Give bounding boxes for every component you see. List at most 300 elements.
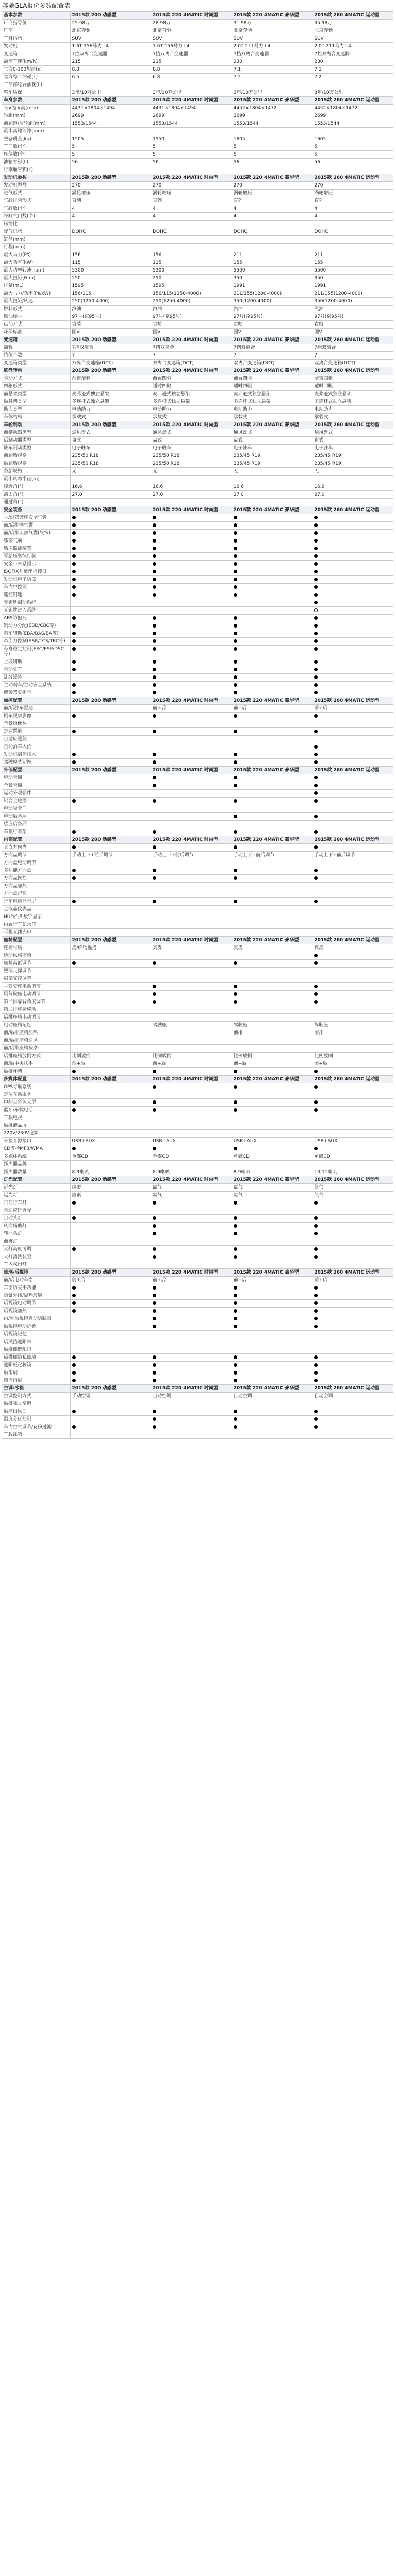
filled-dot-icon [314, 985, 318, 988]
filled-dot-icon [72, 714, 76, 718]
standard-dot-icon [232, 713, 312, 720]
spec-value-cell [151, 221, 232, 228]
filled-dot-icon [234, 539, 237, 543]
spec-value-cell: 前+后 [232, 705, 312, 713]
filled-dot-icon [314, 1000, 318, 1004]
standard-dot-icon [232, 1377, 312, 1385]
filled-dot-icon [314, 845, 318, 849]
filled-dot-icon [234, 830, 237, 834]
spec-label: 整车质保 [2, 89, 71, 97]
filled-dot-icon [153, 714, 156, 718]
spec-value-cell: 350(1200-4000) [312, 298, 393, 306]
spec-value-cell [151, 906, 232, 913]
spec-value-cell: 115 [151, 259, 232, 267]
spec-label: 车窗防夹手功能 [2, 1284, 71, 1292]
spec-value-cell: 235/45 R19 [312, 460, 393, 468]
standard-dot-icon [312, 844, 393, 852]
spec-value-cell [312, 1400, 393, 1408]
standard-dot-icon [232, 682, 312, 689]
spec-value-cell: 4452×1804×1472 [312, 105, 393, 112]
standard-dot-icon [151, 1145, 232, 1153]
filled-dot-icon [234, 639, 237, 643]
spec-value-cell [151, 166, 232, 174]
table-row [2, 74, 393, 81]
standard-dot-icon [232, 689, 312, 697]
spec-value-cell: 多连杆式独立悬架 [70, 398, 151, 406]
spec-label: 后视镜加热 [2, 1308, 71, 1315]
standard-dot-icon [70, 514, 151, 522]
standard-dot-icon [232, 537, 312, 545]
table-row [2, 1354, 393, 1362]
standard-dot-icon [70, 530, 151, 537]
filled-dot-icon [234, 1147, 237, 1150]
filled-dot-icon [72, 830, 76, 834]
filled-dot-icon [153, 1317, 156, 1320]
spec-label: 第二排靠背角度调节 [2, 998, 71, 1006]
spec-value-cell [232, 128, 312, 135]
spec-label: 主驾驶座电动调节 [2, 983, 71, 991]
table-row [2, 190, 393, 197]
standard-dot-icon [232, 674, 312, 682]
spec-label: CD支持MP3/WMA [2, 1145, 71, 1153]
standard-dot-icon [70, 522, 151, 530]
spec-label: 变速箱类型 [2, 360, 71, 367]
spec-label: 官方综合油耗(L) [2, 74, 71, 81]
model-name-cell: 2015款 220 4MATIC 时尚型 [151, 506, 232, 514]
filled-dot-icon [72, 1371, 76, 1375]
spec-value-cell [312, 1037, 393, 1045]
spec-label: 后轮胎规格 [2, 460, 71, 468]
spec-value-cell [70, 1315, 151, 1323]
standard-dot-icon [232, 828, 312, 836]
filled-dot-icon [234, 516, 237, 519]
standard-dot-icon [232, 782, 312, 790]
table-row [2, 128, 393, 135]
spec-value-cell [312, 1261, 393, 1269]
standard-dot-icon [70, 1377, 151, 1385]
spec-label: 后排座椅放倒方式 [2, 1053, 71, 1060]
spec-value-cell: 前+后 [312, 1060, 393, 1068]
filled-dot-icon [153, 1224, 156, 1228]
model-name-cell: 2015款 220 4MATIC 豪华型 [232, 12, 312, 20]
table-row [2, 1138, 393, 1145]
spec-value-cell: 双离合变速箱(DCT) [70, 360, 151, 367]
filled-dot-icon [314, 760, 318, 764]
spec-value-cell [70, 1083, 151, 1091]
spec-label: 零胎压继续行驶 [2, 553, 71, 561]
filled-dot-icon [153, 647, 156, 651]
filled-dot-icon [72, 593, 76, 597]
standard-dot-icon [70, 561, 151, 568]
spec-value-cell: 电子驻车 [312, 445, 393, 452]
table-row [2, 1107, 393, 1114]
spec-label: 配气机构 [2, 228, 71, 236]
spec-value-cell: 350 [312, 275, 393, 282]
spec-label: 环保标准 [2, 329, 71, 336]
spec-value-cell: 211/155(1200-4000) [232, 290, 312, 298]
standard-dot-icon [70, 998, 151, 1006]
standard-dot-icon [232, 530, 312, 537]
table-row [2, 1246, 393, 1253]
spec-label: 四驱形式 [2, 383, 71, 391]
standard-dot-icon [312, 615, 393, 622]
standard-dot-icon [151, 1107, 232, 1114]
standard-dot-icon [312, 1377, 393, 1385]
standard-dot-icon [70, 1246, 151, 1253]
spec-label: 变速箱 [2, 50, 71, 58]
spec-value-cell: 前置四驱 [232, 375, 312, 383]
filled-dot-icon [153, 516, 156, 519]
standard-dot-icon [312, 646, 393, 658]
filled-dot-icon [153, 961, 156, 965]
standard-dot-icon [232, 591, 312, 599]
model-name-cell: 2015款 220 4MATIC 豪华型 [232, 506, 312, 514]
filled-dot-icon [153, 900, 156, 903]
standard-dot-icon [70, 960, 151, 968]
standard-dot-icon [232, 1246, 312, 1253]
spec-label: 遥控钥匙 [2, 591, 71, 599]
spec-value-cell [232, 1431, 312, 1439]
spec-value-cell: 5 [70, 143, 151, 151]
spec-label: 后排杯架 [2, 1068, 71, 1076]
spec-value-cell: 1605 [232, 135, 312, 143]
spec-value-cell: 前+后 [70, 1060, 151, 1068]
spec-value-cell [232, 805, 312, 813]
standard-dot-icon [70, 553, 151, 561]
spec-value-cell: 盘式 [232, 437, 312, 445]
spec-value-cell: 7挡双离合变速器 [70, 50, 151, 58]
standard-dot-icon [232, 998, 312, 1006]
spec-value-cell: 4 [70, 213, 151, 221]
filled-dot-icon [234, 562, 237, 566]
standard-dot-icon [312, 530, 393, 537]
table-row [2, 120, 393, 128]
spec-value-cell: 前+后 [232, 1060, 312, 1068]
spec-value-cell: 适时四驱 [232, 383, 312, 391]
model-name-cell: 2015款 200 动感型 [70, 336, 151, 344]
model-name-cell: 2015款 200 动感型 [70, 937, 151, 944]
filled-dot-icon [234, 1417, 237, 1421]
standard-dot-icon [232, 844, 312, 852]
filled-dot-icon [72, 632, 76, 635]
table-row [2, 275, 393, 282]
filled-dot-icon [153, 639, 156, 643]
table-row [2, 1238, 393, 1246]
spec-value-cell [312, 736, 393, 743]
table-row [2, 1068, 393, 1076]
standard-dot-icon [312, 952, 393, 960]
table-row [2, 460, 393, 468]
spec-label: 后排侧隐私玻璃 [2, 1354, 71, 1362]
table-row [2, 852, 393, 859]
table-row [2, 898, 393, 906]
spec-value-cell [151, 476, 232, 483]
spec-value-cell: 16.6 [151, 483, 232, 491]
standard-dot-icon [232, 553, 312, 561]
spec-label: 压缩比 [2, 221, 71, 228]
spec-label: 日间行车灯 [2, 1199, 71, 1207]
spec-value-cell: 北京奔驰 [151, 27, 232, 35]
spec-value-cell: 250(1250-4000) [151, 298, 232, 306]
spec-label: 方向盘换挡 [2, 875, 71, 883]
filled-dot-icon [153, 1216, 156, 1220]
spec-value-cell: 5 [232, 143, 312, 151]
spec-value-cell: 前排 [232, 1029, 312, 1037]
filled-dot-icon [234, 1247, 237, 1251]
spec-value-cell: 比例放倒 [312, 1053, 393, 1060]
standard-dot-icon [232, 1300, 312, 1308]
table-row [2, 1431, 393, 1439]
spec-value-cell [151, 743, 232, 751]
spec-value-cell: 7 [151, 352, 232, 360]
filled-dot-icon [153, 799, 156, 803]
standard-dot-icon [312, 898, 393, 906]
table-row [2, 960, 393, 968]
spec-value-cell: 5 [312, 151, 393, 159]
spec-value-cell: 27.0 [232, 491, 312, 499]
spec-label: 座位数(个) [2, 151, 71, 159]
spec-label: 最高车速(km/h) [2, 58, 71, 66]
spec-label: 多功能方向盘 [2, 867, 71, 875]
spec-label: 自动驻车 [2, 666, 71, 674]
filled-dot-icon [234, 753, 237, 756]
model-name-cell: 2015款 260 4MATIC 运动型 [312, 1176, 393, 1184]
standard-dot-icon [232, 1083, 312, 1091]
filled-dot-icon [314, 554, 318, 558]
spec-value-cell: 270 [151, 182, 232, 190]
table-row [2, 1423, 393, 1431]
filled-dot-icon [72, 730, 76, 733]
table-row [2, 329, 393, 336]
spec-value-cell: 2699 [151, 112, 232, 120]
table-row [2, 1153, 393, 1161]
spec-value-cell [232, 975, 312, 983]
table-row [2, 313, 393, 321]
standard-dot-icon [151, 622, 232, 630]
table-row [2, 306, 393, 313]
filled-dot-icon [234, 985, 237, 988]
standard-dot-icon [151, 1362, 232, 1369]
spec-value-cell: 直喷 [70, 321, 151, 329]
spec-label: 厂商指导价 [2, 20, 71, 27]
spec-label: 疲劳驾驶提示 [2, 689, 71, 697]
standard-dot-icon [312, 743, 393, 751]
filled-dot-icon [234, 668, 237, 671]
spec-value-cell [70, 983, 151, 991]
filled-dot-icon [72, 1286, 76, 1290]
table-row [2, 867, 393, 875]
filled-dot-icon [314, 900, 318, 903]
standard-dot-icon [151, 1315, 232, 1323]
filled-dot-icon [314, 1317, 318, 1320]
table-row [2, 607, 393, 615]
spec-label: 车门数(个) [2, 143, 71, 151]
filled-dot-icon [314, 647, 318, 651]
spec-label: 感应后备厢 [2, 821, 71, 828]
standard-dot-icon [151, 530, 232, 537]
standard-dot-icon [232, 1408, 312, 1416]
table-row [2, 790, 393, 798]
table-row [2, 1053, 393, 1060]
standard-dot-icon [312, 666, 393, 674]
standard-dot-icon [312, 713, 393, 720]
spec-value-cell [312, 1114, 393, 1122]
table-row [2, 689, 393, 697]
table-row [2, 290, 393, 298]
spec-label: 座椅材质 [2, 944, 71, 952]
standard-dot-icon [312, 514, 393, 522]
table-row [2, 1277, 393, 1284]
spec-value-cell [70, 1338, 151, 1346]
spec-value-cell: 通风盘式 [232, 429, 312, 437]
filled-dot-icon [234, 1100, 237, 1104]
spec-value-cell: 多连杆式独立悬架 [151, 398, 232, 406]
spec-value-cell: 多连杆式独立悬架 [312, 398, 393, 406]
table-row [2, 282, 393, 290]
spec-value-cell: 2.0T 211马力 L4 [232, 43, 312, 50]
filled-dot-icon [153, 876, 156, 880]
filled-dot-icon [234, 869, 237, 872]
filled-dot-icon [72, 1108, 76, 1112]
standard-dot-icon [312, 591, 393, 599]
filled-dot-icon [234, 730, 237, 733]
spec-label: 前/后驻车雷达 [2, 705, 71, 713]
model-name-cell: 2015款 200 动感型 [70, 697, 151, 705]
spec-value-cell [232, 1346, 312, 1354]
standard-dot-icon [312, 774, 393, 782]
table-row [2, 591, 393, 599]
standard-dot-icon [151, 1416, 232, 1423]
spec-value-cell: 1.6T 156马力 L4 [151, 43, 232, 50]
spec-label: 刹车辅助(EBA/BAS/BA等) [2, 630, 71, 638]
filled-dot-icon [153, 1301, 156, 1305]
spec-value-cell [232, 476, 312, 483]
standard-dot-icon [232, 1292, 312, 1300]
standard-dot-icon [151, 591, 232, 599]
spec-value-cell: 真皮 [232, 944, 312, 952]
table-row [2, 646, 393, 658]
spec-value-cell: 5 [151, 143, 232, 151]
filled-dot-icon [314, 516, 318, 519]
spec-value-cell [70, 1323, 151, 1331]
standard-dot-icon [70, 1199, 151, 1207]
filled-dot-icon [234, 1070, 237, 1073]
filled-dot-icon [153, 869, 156, 872]
model-name-cell: 2015款 220 4MATIC 豪华型 [232, 1076, 312, 1083]
spec-value-cell [70, 720, 151, 728]
standard-dot-icon [151, 991, 232, 998]
spec-label: 自适应巡航 [2, 736, 71, 743]
spec-value-cell [232, 1091, 312, 1099]
table-row [2, 1192, 393, 1199]
filled-dot-icon [234, 776, 237, 779]
spec-value-cell [312, 1207, 393, 1215]
table-row [2, 1122, 393, 1130]
table-row [2, 182, 393, 190]
spec-value-cell: DOHC [312, 228, 393, 236]
filled-dot-icon [314, 1224, 318, 1228]
standard-dot-icon [232, 658, 312, 666]
spec-value-cell [232, 921, 312, 929]
spec-value-cell: 比例放倒 [151, 1053, 232, 1060]
table-row [2, 1362, 393, 1369]
filled-dot-icon [72, 691, 76, 694]
model-name-cell: 2015款 220 4MATIC 时尚型 [151, 1076, 232, 1083]
spec-value-cell: DOHC [151, 228, 232, 236]
standard-dot-icon [312, 813, 393, 821]
spec-value-cell: 155 [312, 259, 393, 267]
spec-value-cell [151, 883, 232, 890]
filled-dot-icon [153, 1294, 156, 1297]
spec-value-cell [70, 383, 151, 391]
table-row [2, 429, 393, 437]
spec-value-cell [232, 1014, 312, 1022]
spec-label: 车体结构 [2, 414, 71, 421]
spec-value-cell [232, 790, 312, 798]
table-row [2, 1408, 393, 1416]
spec-value-cell: 多连杆式独立悬架 [232, 398, 312, 406]
spec-value-cell: 1553/1544 [70, 120, 151, 128]
spec-label: ABS防抱死 [2, 615, 71, 622]
spec-value-cell [232, 1130, 312, 1138]
filled-dot-icon [234, 1201, 237, 1205]
spec-value-cell [151, 599, 232, 607]
filled-dot-icon [234, 900, 237, 903]
filled-dot-icon [72, 1410, 76, 1413]
spec-value-cell [151, 1338, 232, 1346]
standard-dot-icon [70, 1284, 151, 1292]
table-row [2, 20, 393, 27]
spec-value-cell [312, 476, 393, 483]
table-row [2, 228, 393, 236]
filled-dot-icon [153, 1309, 156, 1313]
spec-value-cell [151, 1014, 232, 1022]
spec-value-cell: 8-9喇叭 [232, 1168, 312, 1176]
spec-value-cell: 双离合变速箱(DCT) [232, 360, 312, 367]
standard-dot-icon [151, 646, 232, 658]
table-row [2, 391, 393, 398]
standard-dot-icon [151, 1215, 232, 1223]
model-name-cell: 2015款 200 动感型 [70, 506, 151, 514]
spec-label: 车内中控锁 [2, 584, 71, 591]
spec-label: 最大扭矩(N·m) [2, 275, 71, 282]
standard-dot-icon [232, 867, 312, 875]
filled-dot-icon [234, 675, 237, 679]
filled-dot-icon [314, 1147, 318, 1150]
table-row [2, 468, 393, 476]
standard-dot-icon [312, 630, 393, 638]
filled-dot-icon [153, 616, 156, 620]
section-header-row [2, 767, 393, 774]
model-name-cell: 2015款 260 4MATIC 运动型 [312, 12, 393, 20]
table-row [2, 666, 393, 674]
table-row [2, 805, 393, 813]
section-header-row [2, 97, 393, 105]
standard-dot-icon [312, 1308, 393, 1315]
spec-value-cell: 250(1250-4000) [70, 298, 151, 306]
section-header-row [2, 697, 393, 705]
filled-dot-icon [234, 1425, 237, 1429]
spec-label: 通过角(°) [2, 499, 71, 506]
spec-value-cell [312, 906, 393, 913]
filled-dot-icon [153, 1255, 156, 1259]
spec-value-cell: 比例放倒 [232, 1053, 312, 1060]
filled-dot-icon [72, 531, 76, 535]
spec-value-cell: 7.1 [312, 66, 393, 74]
standard-dot-icon [232, 615, 312, 622]
spec-label: 感应雨刷 [2, 1377, 71, 1385]
filled-dot-icon [314, 1255, 318, 1259]
